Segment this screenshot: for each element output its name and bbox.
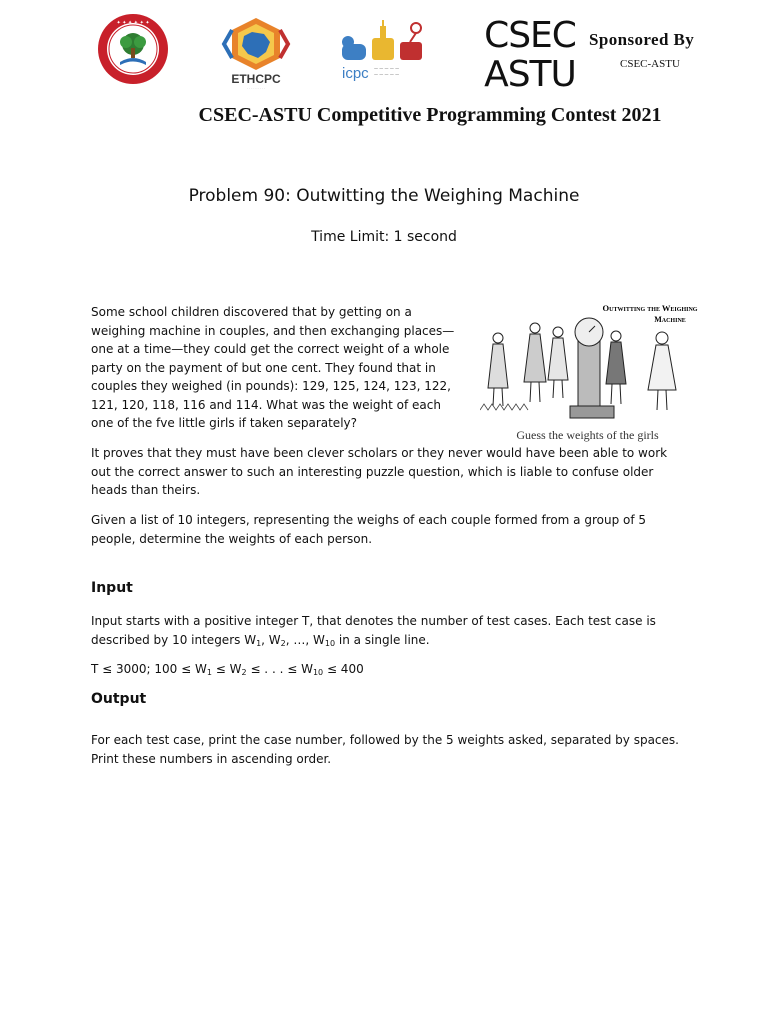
illustration-title-line2: Machine: [654, 315, 686, 324]
astu-seal-logo: [96, 12, 170, 86]
ethcpc-logo-text: ETHCPC: [231, 72, 281, 86]
sponsor-name: CSEC-ASTU: [620, 58, 680, 70]
sponsor-title: Sponsored By: [589, 30, 695, 49]
ethcpc-logo: [216, 14, 296, 90]
svg-text:· · · · · · · · · ·: · · · · · · · · · ·: [246, 86, 266, 90]
svg-text:— — — — —: — — — — —: [374, 66, 400, 71]
statement-paragraph-1: Some school children discovered that by getting on a weighing machine in couples, and then exchanging places—one at a time—they could get the correct weight of a whole party on the payment of but one cent. They found that in couples they weighed (in pounds): 129, 125, 124, 123, 122, 121, 120, 118, 116 and 114. What was the weight of each one of the fve little girls if taken separately?: [91, 305, 455, 430]
icpc-logo-text: icpc: [342, 65, 369, 82]
illustration-title-line1: Outwitting the Weighing: [602, 303, 698, 313]
illustration-caption: Guess the weights of the girls: [516, 428, 659, 442]
icpc-logo: [338, 18, 440, 82]
output-description: For each test case, print the case number, followed by the 5 weights asked, separated by spaces. Print these numbers in ascending order.: [91, 733, 679, 766]
input-description: Input starts with a positive integer T, that denotes the number of test cases. Each test case is described by 10 integers $W_1$, $W_2$, …, $W_{10}$ in a single line.: [91, 614, 656, 648]
csec-logo-line1: CSEC: [484, 15, 576, 56]
svg-text:✦ ✦ ✦ ✦ ✦ ✦: ✦ ✦ ✦ ✦ ✦ ✦: [116, 20, 150, 26]
csec-logo-line2: ASTU: [484, 54, 576, 90]
time-limit: Time Limit: 1 second: [311, 229, 457, 245]
problem-title: Problem 90: Outwitting the Weighing Machine: [188, 186, 580, 206]
input-constraints: T ≤ 3000; $100 \le W_1 \le W_2$ ≤ . . . ≤ $W_{10} \le 400$: [91, 662, 364, 677]
statement-paragraph-3: Given a list of 10 integers, representing the weighs of each couple formed from a group of 5 people, determine the weights of each person.: [91, 513, 647, 546]
statement-paragraph-2: It proves that they must have been clever scholars or they never would have been able to work out the correct answer to such an interesting puzzle question, which is liable to confuse older heads than theirs.: [91, 446, 668, 497]
contest-title: CSEC-ASTU Competitive Programming Contest 2021: [198, 104, 662, 126]
weighing-machine-illustration: [480, 298, 700, 446]
input-heading: Input: [91, 580, 133, 596]
svg-text:— — — — —: — — — — —: [374, 72, 400, 77]
csec-astu-logo: [480, 14, 580, 90]
output-heading: Output: [91, 691, 147, 707]
